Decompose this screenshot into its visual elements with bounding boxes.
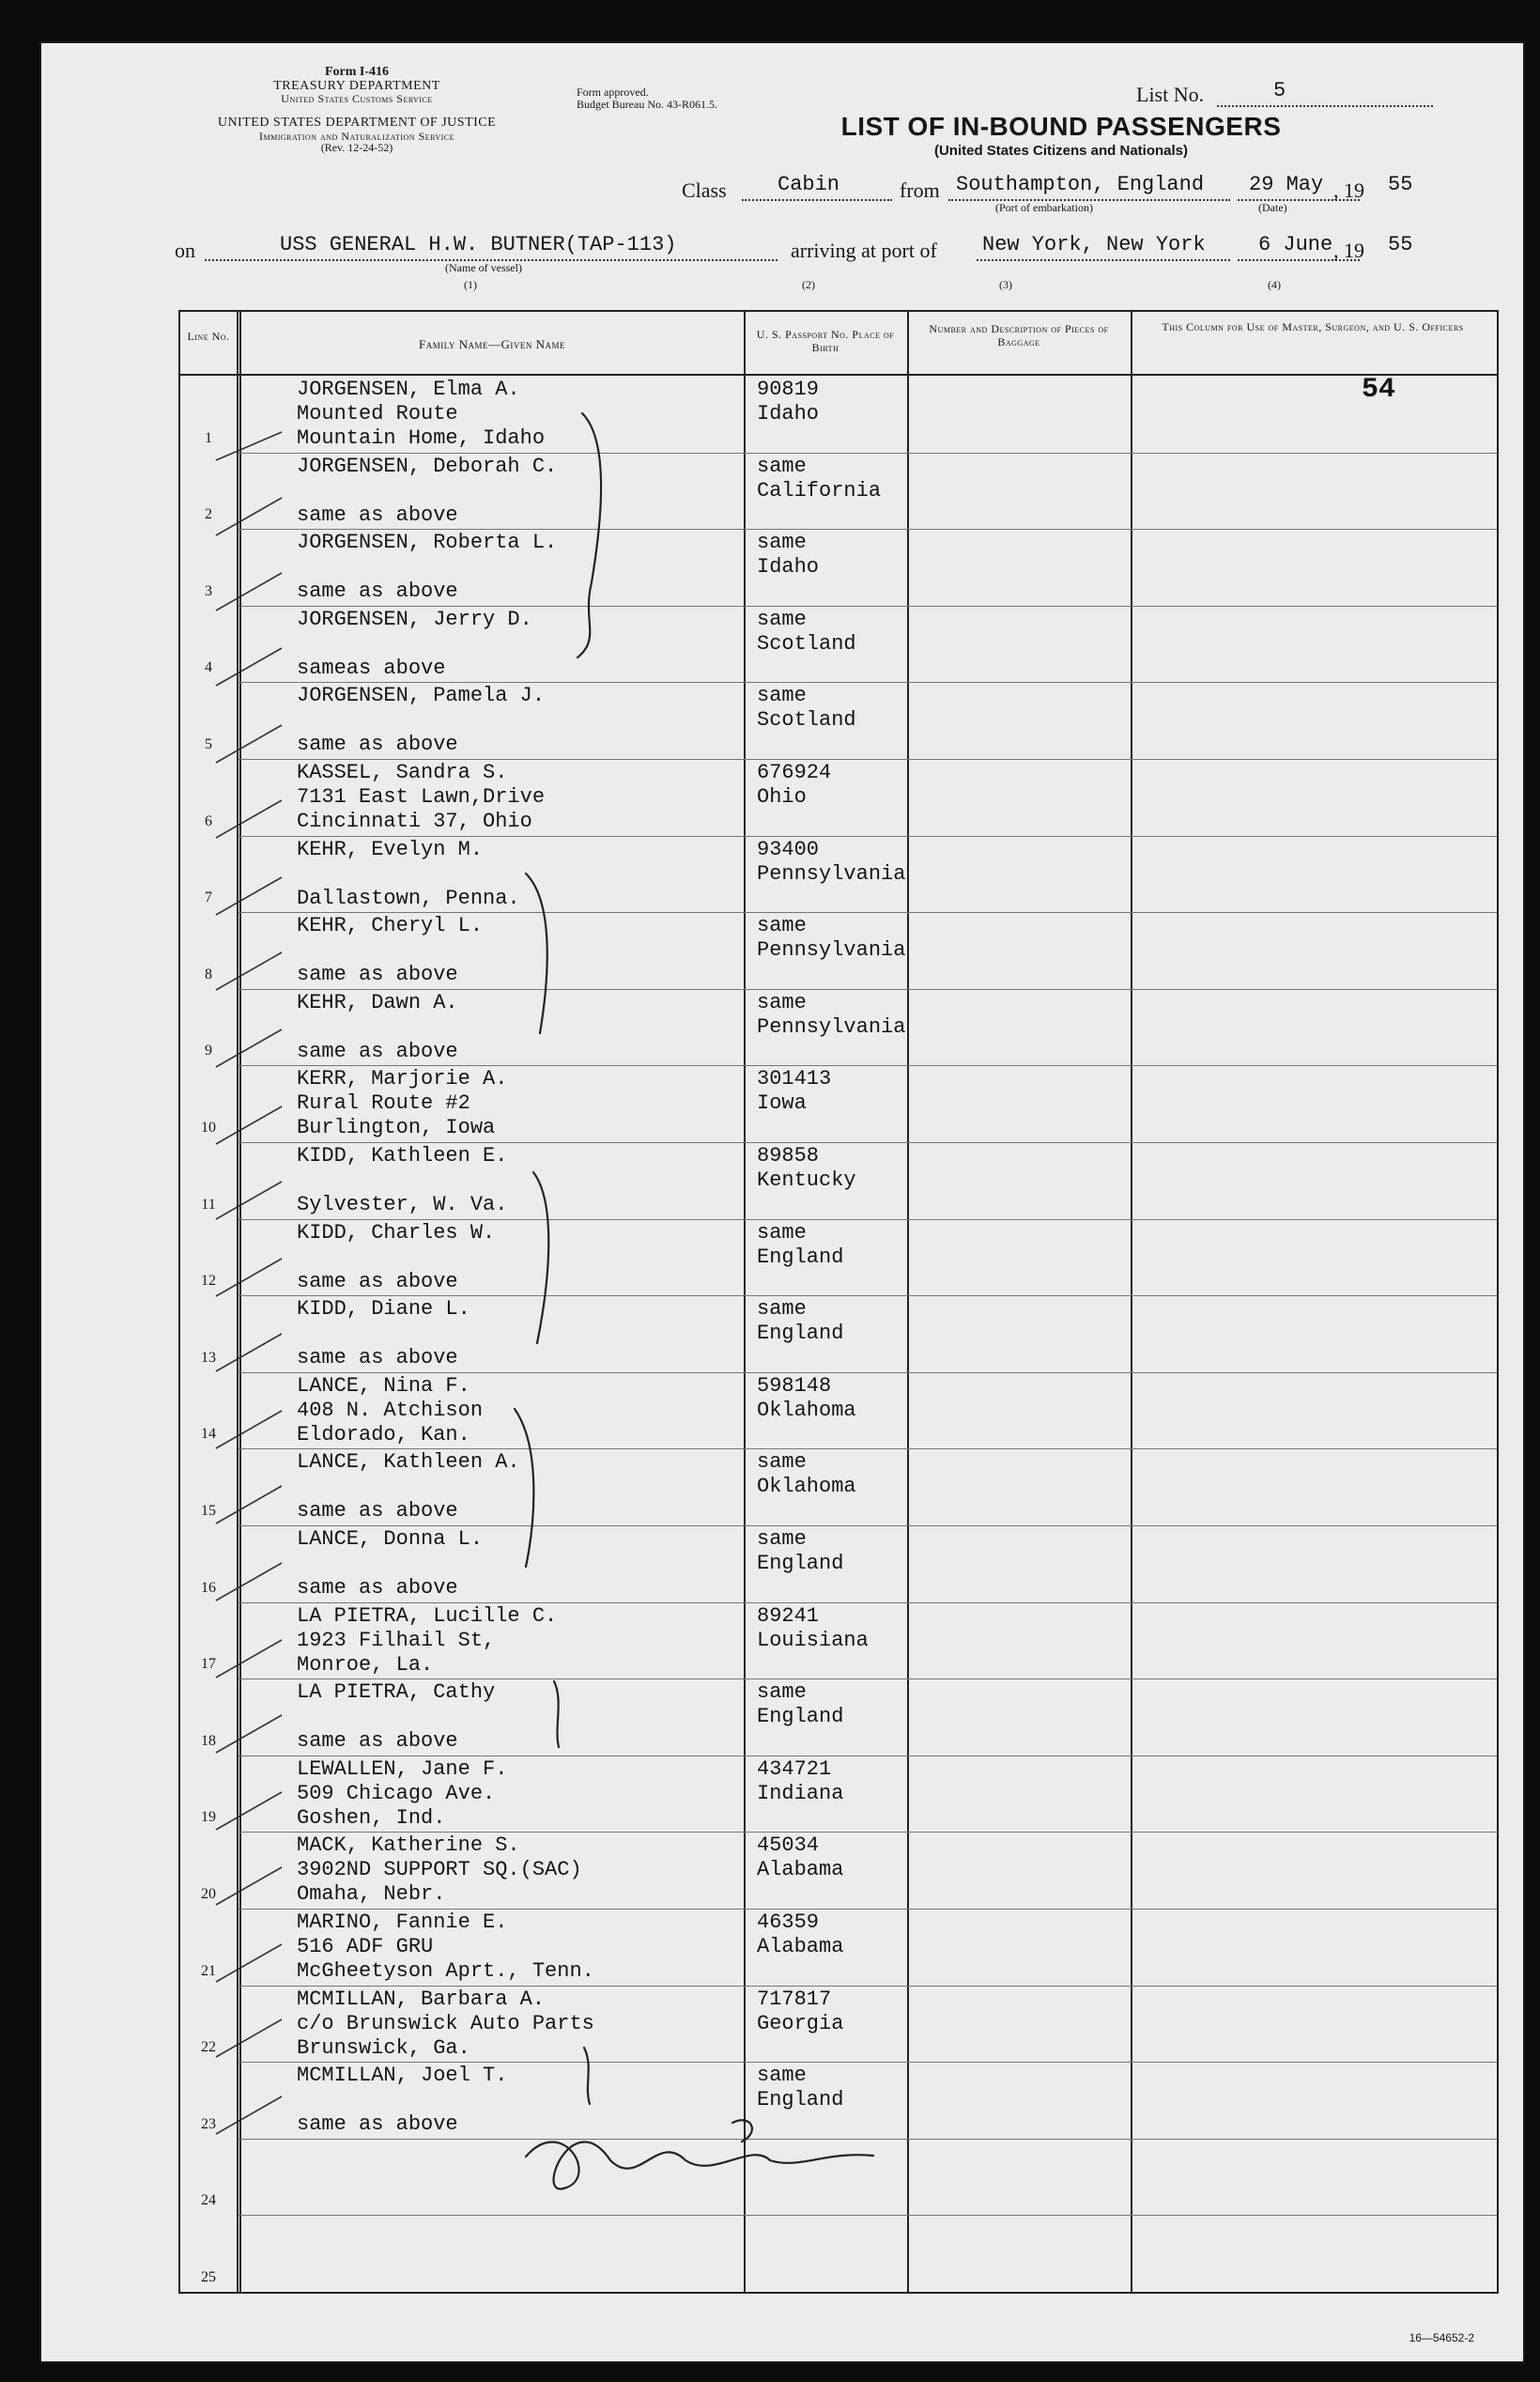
passenger-name: MCMILLAN, Joel T. same as above xyxy=(297,2064,508,2137)
passport-birthplace: 90819 Idaho xyxy=(757,378,820,425)
passenger-name: LANCE, Kathleen A. same as above xyxy=(297,1450,520,1524)
passenger-name: JORGENSEN, Elma A. Mounted Route Mountain Home, Idaho xyxy=(297,378,546,450)
bracket-mark xyxy=(515,1409,533,1567)
revision: (Rev. 12-24-52) xyxy=(320,141,393,155)
passenger-name: MACK, Katherine S. 3902ND SUPPORT SQ.(SAC) Omaha, Nebr. xyxy=(297,1833,582,1907)
footer-code: 16—54652-2 xyxy=(1409,2331,1474,2344)
arrival-year: 55 xyxy=(1388,233,1413,256)
from-label: from xyxy=(900,178,940,202)
line-number: 6 xyxy=(205,812,212,829)
passport-birthplace: same California xyxy=(757,454,882,503)
vessel-caption: (Name of vessel) xyxy=(445,261,522,274)
year-prefix: , 19 xyxy=(1333,239,1364,262)
line-number: 21 xyxy=(201,1962,216,1979)
passenger-name: JORGENSEN, Pamela J. same as above xyxy=(297,684,546,757)
line-number: 8 xyxy=(205,966,212,982)
passenger-name: KERR, Marjorie A. Rural Route #2 Burlington, Iowa xyxy=(297,1067,508,1140)
date-caption: (Date) xyxy=(1258,201,1287,214)
passenger-name: KIDD, Diane L. same as above xyxy=(297,1297,470,1370)
tick-mark xyxy=(216,498,282,535)
line-number: 17 xyxy=(201,1656,216,1673)
tick-mark xyxy=(216,1640,282,1678)
passenger-name: JORGENSEN, Deborah C. same as above xyxy=(297,454,558,527)
line-number: 9 xyxy=(205,1043,212,1060)
header-officers: This Column for Use of Master, Surgeon, and U. S. Officers xyxy=(1162,320,1464,333)
passenger-name: JORGENSEN, Roberta L. same as above xyxy=(297,531,558,604)
passport-birthplace: 89241 Louisiana xyxy=(757,1603,869,1652)
passport-birthplace: same Scotland xyxy=(757,684,856,733)
signature xyxy=(732,2120,752,2142)
passenger-name: LANCE, Nina F. 408 N. Atchison Eldorado, Kan. xyxy=(297,1373,484,1446)
tick-mark xyxy=(216,1867,282,1905)
officer-note: 54 xyxy=(1362,374,1396,406)
line-number: 13 xyxy=(201,1349,216,1366)
year-prefix: , 19 xyxy=(1333,178,1364,202)
list-no-label: List No. xyxy=(1136,83,1205,106)
line-number: 12 xyxy=(201,1273,216,1290)
passport-birthplace: same Idaho xyxy=(757,531,820,580)
passenger-name: KEHR, Cheryl L. same as above xyxy=(297,914,484,987)
line-number: 19 xyxy=(201,1809,216,1826)
tick-mark xyxy=(216,1259,282,1296)
col-num-4: (4) xyxy=(1268,278,1281,291)
passport-birthplace: 46359 Alabama xyxy=(757,1910,844,1958)
departure-year: 55 xyxy=(1388,173,1413,196)
treasury-dept: TREASURY DEPARTMENT xyxy=(273,78,440,93)
page-title: LIST OF IN-BOUND PASSENGERS xyxy=(840,112,1282,141)
embarkation-caption: (Port of embarkation) xyxy=(995,201,1093,214)
header-passport: U. S. Passport No. Place of Birth xyxy=(756,328,895,354)
vessel-name: USS GENERAL H.W. BUTNER(TAP-113) xyxy=(280,233,677,256)
line-number: 4 xyxy=(205,659,212,676)
passport-birthplace: 93400 Pennsylvania xyxy=(757,837,906,886)
line-number: 25 xyxy=(201,2269,216,2285)
form-approved: Form approved. xyxy=(577,85,649,99)
tick-mark xyxy=(216,432,282,460)
arrival-date: 6 June xyxy=(1258,233,1333,256)
form-number: Form I-416 xyxy=(324,65,390,79)
class-label: Class xyxy=(682,178,727,202)
tick-mark xyxy=(216,1106,282,1144)
budget-bureau: Budget Bureau No. 43-R061.5. xyxy=(577,98,717,112)
on-label: on xyxy=(175,239,195,262)
passenger-name: LANCE, Donna L. same as above xyxy=(297,1527,484,1600)
departure-date: 29 May xyxy=(1249,173,1324,196)
ins-service: Immigration and Naturalization Service xyxy=(258,129,454,143)
line-number: 7 xyxy=(205,889,212,906)
passenger-name: JORGENSEN, Jerry D. sameas above xyxy=(297,607,532,680)
tick-mark xyxy=(216,1411,282,1448)
passport-birthplace: 89858 Kentucky xyxy=(757,1144,856,1192)
line-number: 2 xyxy=(205,506,212,523)
passport-birthplace: same Scotland xyxy=(757,607,856,656)
col-num-1: (1) xyxy=(464,278,477,291)
passport-birthplace: 45034 Alabama xyxy=(757,1833,844,1882)
tick-mark xyxy=(216,800,282,838)
passport-birthplace: same Pennsylvania xyxy=(757,990,906,1039)
line-number: 22 xyxy=(201,2039,216,2056)
bracket-mark xyxy=(584,2048,590,2104)
tick-mark xyxy=(216,1563,282,1601)
arrival-port: New York, New York xyxy=(982,233,1206,256)
bracket-mark xyxy=(533,1172,548,1343)
class-value: Cabin xyxy=(778,173,840,196)
passport-birthplace: same England xyxy=(757,1220,844,1269)
tick-mark xyxy=(216,725,282,763)
tick-mark xyxy=(216,1182,282,1219)
customs-service: United States Customs Service xyxy=(281,92,433,106)
col-num-3: (3) xyxy=(999,278,1012,291)
page-subtitle: (United States Citizens and Nationals) xyxy=(933,143,1189,160)
line-number: 23 xyxy=(201,2115,216,2132)
passenger-name: LA PIETRA, Cathy same as above xyxy=(297,1680,496,1754)
tick-mark xyxy=(216,1715,282,1753)
passport-birthplace: same Oklahoma xyxy=(757,1450,856,1499)
tick-mark xyxy=(216,952,282,990)
tick-mark xyxy=(216,2019,282,2057)
justice-dept: UNITED STATES DEPARTMENT OF JUSTICE xyxy=(217,115,497,130)
passenger-name: KIDD, Kathleen E. Sylvester, W. Va. xyxy=(297,1144,508,1216)
tick-mark xyxy=(216,1334,282,1371)
passport-birthplace: 301413 Iowa xyxy=(757,1067,832,1116)
list-no-value: 5 xyxy=(1273,79,1286,102)
tick-mark xyxy=(216,573,282,611)
line-number: 15 xyxy=(201,1503,216,1519)
line-number: 5 xyxy=(205,736,212,752)
tick-mark xyxy=(216,1792,282,1830)
passenger-name: KEHR, Evelyn M. Dallastown, Penna. xyxy=(297,837,520,910)
col-num-2: (2) xyxy=(802,278,815,291)
passport-birthplace: same Pennsylvania xyxy=(757,914,906,963)
line-number: 18 xyxy=(201,1732,216,1749)
line-number: 1 xyxy=(205,429,212,446)
signature xyxy=(526,2142,873,2189)
passenger-name: LA PIETRA, Lucille C. 1923 Filhail St, Monroe, La. xyxy=(297,1603,558,1677)
passport-birthplace: same England xyxy=(757,2064,844,2112)
arriving-label: arriving at port of xyxy=(791,239,937,262)
header-name: Family Name—Given Name xyxy=(419,337,565,351)
bracket-mark xyxy=(578,413,601,657)
tick-mark xyxy=(216,1944,282,1982)
line-number: 20 xyxy=(201,1886,216,1902)
passenger-name: KEHR, Dawn A. same as above xyxy=(297,990,458,1063)
line-number: 3 xyxy=(205,582,212,599)
passenger-name: MARINO, Fannie E. 516 ADF GRU McGheetyson Aprt., Tenn. xyxy=(297,1910,594,1983)
tick-mark xyxy=(216,2096,282,2134)
passport-birthplace: same England xyxy=(757,1297,844,1346)
line-number: 14 xyxy=(201,1426,216,1443)
bracket-mark xyxy=(554,1681,559,1747)
line-number: 10 xyxy=(201,1120,216,1136)
passenger-name: MCMILLAN, Barbara A. c/o Brunswick Auto Parts Brunswick, Ga. xyxy=(297,1987,594,2060)
passenger-name: KASSEL, Sandra S. 7131 East Lawn,Drive Cincinnati 37, Ohio xyxy=(297,761,546,833)
tick-mark xyxy=(216,1486,282,1524)
passport-birthplace: same England xyxy=(757,1680,844,1729)
header-baggage: Number and Description of Pieces of Baggage xyxy=(929,322,1109,348)
embarkation-port: Southampton, England xyxy=(956,173,1205,196)
tick-mark xyxy=(216,648,282,686)
passport-birthplace: 717817 Georgia xyxy=(757,1987,844,2035)
tick-mark xyxy=(216,877,282,915)
passport-birthplace: same England xyxy=(757,1527,844,1575)
bracket-mark xyxy=(526,874,547,1033)
passport-birthplace: 676924 Ohio xyxy=(757,761,832,809)
passenger-name: KIDD, Charles W. same as above xyxy=(297,1220,496,1293)
passenger-name: LEWALLEN, Jane F. 509 Chicago Ave. Goshen, Ind. xyxy=(297,1756,508,1830)
passport-birthplace: 434721 Indiana xyxy=(757,1756,844,1805)
line-number: 24 xyxy=(201,2192,216,2209)
line-number: 11 xyxy=(201,1196,216,1213)
line-number: 16 xyxy=(201,1579,216,1596)
tick-mark xyxy=(216,1029,282,1067)
header-line-no: Line No. xyxy=(187,330,230,343)
passport-birthplace: 598148 Oklahoma xyxy=(757,1373,856,1422)
